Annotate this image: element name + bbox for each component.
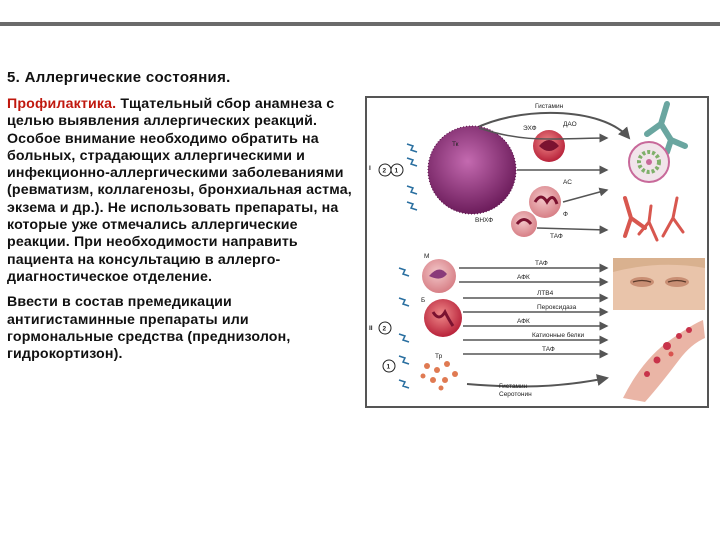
prevention-text: Тщательный сбор анамнеза с целью выявления аллергических реакций. Особое внимание необходимо обратить на больных, страдающих аллергическими и инфекционно-аллергическими заболеваниями (ревматизм, коллагенозы, бронхиальная астма, экзема и др.). Не использовать препараты, на которые уже отмечались аллергические реакции. При необходимости направить пациента на консультацию в аллерго-диагностическое отделение. (7, 96, 352, 285)
label-taf1: ТАФ (550, 233, 563, 240)
antibody-icon (407, 144, 417, 210)
label-peroxidase: Пероксидаза (537, 304, 577, 311)
mast-cell-icon (428, 126, 516, 214)
label-step-1a: 1 (394, 167, 399, 175)
label-as: АС (563, 179, 572, 186)
receptor-group-2 (369, 268, 409, 388)
prevention-paragraph (7, 96, 359, 286)
label-b: Б (421, 297, 426, 304)
basophil-icon (511, 211, 537, 237)
slide-body (7, 96, 359, 371)
receptor-group-1 (369, 144, 417, 210)
antibody-icon-b (399, 268, 409, 388)
label-cationic: Катионные белки (532, 332, 585, 339)
prevention-lead: Профилактика. (7, 96, 117, 112)
label-ltv4: ЛТВ4 (537, 290, 554, 297)
label-afk1: АФК (517, 274, 530, 281)
label-dao: ДАО (563, 121, 577, 128)
label-taf3: ТАФ (542, 346, 555, 353)
label-roman-1: I (369, 165, 371, 172)
bottom-arrow (467, 378, 607, 386)
label-ekhf: ЭХФ (523, 125, 537, 132)
label-histamine-top: Гистамин (535, 103, 564, 110)
label-roman-2: II (369, 325, 373, 332)
label-histamine-bottom: Гистамин (499, 383, 528, 390)
label-step-2b: 2 (382, 325, 387, 333)
slide-title: 5. Аллергические состояния. (7, 69, 231, 86)
label-m: М (424, 253, 430, 260)
allergy-mechanism-figure (365, 96, 709, 408)
label-afk2: АФК (517, 318, 530, 325)
face-photo-icon (613, 258, 705, 310)
label-step-2a: 2 (382, 167, 387, 175)
vessel-icon (625, 198, 683, 240)
arrow-4 (537, 228, 607, 230)
arm-rash-photo-icon (615, 316, 705, 402)
mechanism-diagram (367, 98, 711, 410)
label-vnhf: ВНХФ (475, 217, 494, 224)
eosinophil-b-icon (424, 299, 462, 337)
platelets-icon (421, 361, 459, 391)
arrow-3 (563, 190, 607, 202)
premedication-paragraph: Ввести в состав премедикации антигистаминные препараты или гормональные средства (преднизолон, гидрокортизон). (7, 294, 291, 363)
label-tr: Тр (435, 353, 443, 360)
label-serotonin: Серотонин (499, 391, 532, 398)
label-taf2: ТАФ (535, 260, 548, 267)
top-rule (0, 22, 720, 26)
label-f: Ф (563, 211, 568, 218)
label-tk: Тк (452, 141, 459, 148)
label-step-1b: 1 (386, 363, 391, 371)
